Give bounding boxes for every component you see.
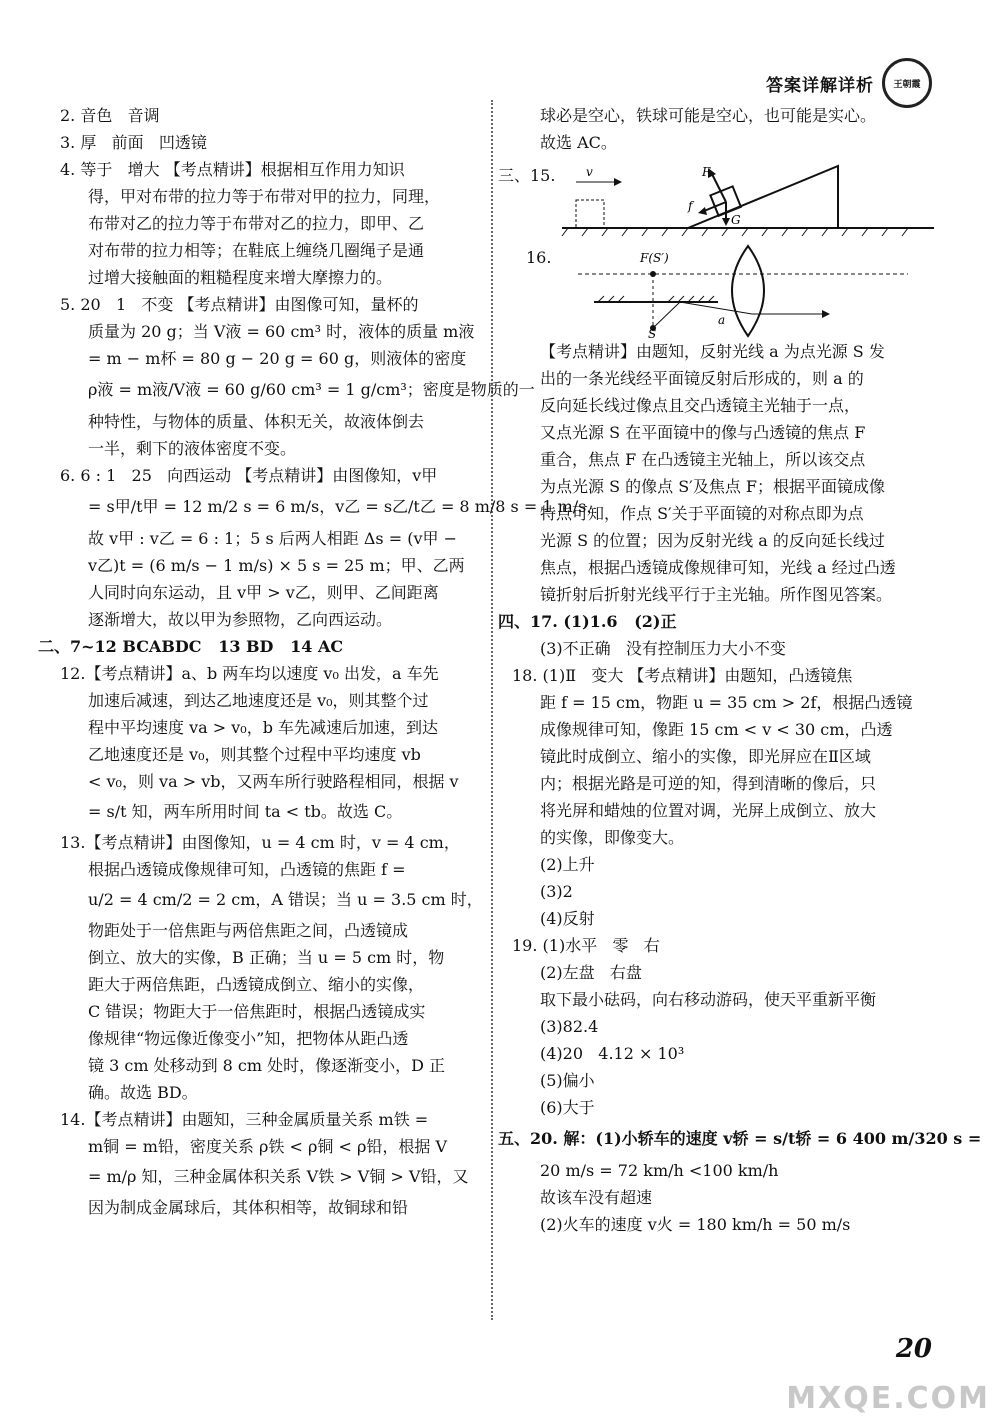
text-line: < v₀，则 va > vb，又两车所行驶路程相同，根据 v [88, 772, 459, 791]
text-line: (4)反射 [540, 909, 595, 928]
text-line: 成像规律可知，像距 15 cm < v < 30 cm，凸透 [540, 720, 893, 739]
page-number: 20 [895, 1334, 932, 1364]
text-line: 镜 3 cm 处移动到 8 cm 处时，像逐渐变小，D 正 [88, 1056, 446, 1075]
header-title: 答案详解详析 [766, 75, 874, 96]
text-line: 19. (1)水平 零 右 [512, 936, 660, 955]
text-line: 五、20. 解：(1)小轿车的速度 v轿 = s/t轿 = 6 400 m/320 s = [498, 1129, 982, 1148]
text-line: (2)左盘 右盘 [540, 963, 642, 982]
text-line: ρ液 = m液/V液 = 60 g/60 cm³ = 1 g/cm³；密度是物质的一 [88, 380, 535, 399]
text-line: = s甲/t甲 = 12 m/2 s = 6 m/s，v乙 = s乙/t乙 = 8 m/8 s = 1 m/s， [88, 497, 603, 516]
text-line: = m/ρ 知，三种金属体积关系 V铁 > V铜 > V铅，又 [88, 1167, 469, 1186]
figure-15-incline [558, 162, 938, 242]
text-line: 光源 S 的位置；因为反射光线 a 的反向延长线过 [540, 531, 885, 550]
page-header [766, 58, 932, 108]
text-line: 二、7~12 BCABDC 13 BD 14 AC [38, 637, 344, 656]
text-line: m铜 = m铅，密度关系 ρ铁 < ρ铜 < ρ铅，根据 V [88, 1137, 448, 1156]
watermark: MXQE.COM [786, 1381, 990, 1416]
label-G: G [731, 213, 741, 227]
text-line: 物距处于一倍焦距与两倍焦距之间，凸透镜成 [88, 921, 409, 940]
text-line: 取下最小砝码，向右移动游码，使天平重新平衡 [540, 990, 877, 1009]
text-line: 故选 AC。 [540, 133, 617, 152]
text-line: 根据凸透镜成像规律可知，凸透镜的焦距 f = [88, 860, 406, 879]
label-f: f [688, 199, 693, 213]
text-line: C 错误；物距大于一倍焦距时，根据凸透镜成实 [88, 1002, 426, 1021]
text-line: 镜折射后折射光线平行于主光轴。所作图见答案。 [540, 585, 893, 604]
label-FS: F(S′) [640, 251, 669, 265]
text-line: 出的一条光线经平面镜反射后形成的，则 a 的 [540, 369, 864, 388]
text-line: (2)火车的速度 v火 = 180 km/h = 50 m/s [540, 1215, 851, 1234]
text-line: 【考点精讲】由题知，反射光线 a 为点光源 S 发 [540, 342, 885, 361]
question-label: 三、15. [498, 166, 556, 185]
text-line: 对布带的拉力相等；在鞋底上缠绕几圈绳子是通 [88, 241, 425, 260]
text-line: 距 f = 15 cm，物距 u = 35 cm > 2f，根据凸透镜 [540, 693, 913, 712]
text-line: 程中平均速度 va > v₀，b 车先减速后加速，到达 [88, 718, 439, 737]
text-line: 2. 音色 音调 [60, 106, 160, 125]
text-line: 3. 厚 前面 凹透镜 [60, 133, 207, 152]
text-line: 重合，焦点 F 在凸透镜主光轴上，所以该交点 [540, 450, 866, 469]
text-line: 距大于两倍焦距，凸透镜成倒立、缩小的实像， [88, 975, 425, 994]
text-line: 球必是空心，铁球可能是空心，也可能是实心。 [540, 106, 877, 125]
text-line: 故 v甲 : v乙 = 6 : 1；5 s 后两人相距 Δs = (v甲 − [88, 529, 457, 548]
text-line: 反向延长线过像点且交凸透镜主光轴于一点， [540, 396, 861, 415]
text-line: 过增大接触面的粗糙程度来增大摩擦力的。 [88, 268, 393, 287]
text-line: 20 m/s = 72 km/h <100 km/h [540, 1161, 779, 1180]
text-line: 质量为 20 g；当 V液 = 60 cm³ 时，液体的质量 m液 [88, 322, 475, 341]
text-line: 焦点，根据凸透镜成像规律可知，光线 a 经过凸透 [540, 558, 896, 577]
text-line: 乙地速度还是 v₀，则其整个过程中平均速度 vb [88, 745, 421, 764]
text-line: 四、17. (1)1.6 (2)正 [498, 612, 677, 631]
text-line: (3)不正确 没有控制压力大小不变 [540, 639, 786, 658]
label-F: F [702, 165, 711, 179]
text-line: (6)大于 [540, 1098, 595, 1117]
text-line: (2)上升 [540, 855, 595, 874]
text-line: 6. 6 : 1 25 向西运动 【考点精讲】由图像知，v甲 [60, 466, 438, 485]
text-line: 将光屏和蜡烛的位置对调，光屏上成倒立、放大 [540, 801, 877, 820]
text-line: 内；根据光路是可逆的知，得到清晰的像后，只 [540, 774, 877, 793]
text-line: 确。故选 BD。 [88, 1083, 198, 1102]
text-line: 逐渐增大，故以甲为参照物，乙向西运动。 [88, 610, 393, 629]
text-line: (3)2 [540, 882, 573, 901]
label-S: S [648, 327, 657, 338]
text-line: (3)82.4 [540, 1017, 599, 1036]
text-line: u/2 = 4 cm/2 = 2 cm，A 错误；当 u = 3.5 cm 时， [88, 890, 483, 909]
text-line: = s/t 知，两车所用时间 ta < tb。故选 C。 [88, 802, 403, 821]
text-line: 像规律“物远像近像变小”知，把物体从距凸透 [88, 1029, 409, 1048]
text-line: 故该车没有超速 [540, 1188, 653, 1207]
text-line: 的实像，即像变大。 [540, 828, 685, 847]
label-a: a [718, 313, 726, 327]
text-line: v乙)t = (6 m/s − 1 m/s) × 5 s = 25 m；甲、乙两 [88, 556, 465, 575]
text-line: 又点光源 S 在平面镜中的像与凸透镜的焦点 F [540, 423, 866, 442]
text-line: (4)20 4.12 × 10³ [540, 1044, 685, 1063]
text-line: 特点可知，作点 S′关于平面镜的对称点即为点 [540, 504, 864, 523]
text-line: 得，甲对布带的拉力等于布带对甲的拉力，同理， [88, 187, 441, 206]
text-line: 14.【考点精讲】由题知，三种金属质量关系 m铁 = [60, 1110, 429, 1129]
figure-16-lens [558, 244, 918, 338]
text-line: 13.【考点精讲】由图像知，u = 4 cm 时，v = 4 cm， [60, 833, 460, 852]
text-line: 5. 20 1 不变 【考点精讲】由图像可知，量杯的 [60, 295, 419, 314]
text-line: 种特性，与物体的质量、体积无关，故液体倒去 [88, 412, 425, 431]
text-line: 一半，剩下的液体密度不变。 [88, 439, 297, 458]
text-line: 因为制成金属球后，其体积相等，故铜球和铅 [88, 1198, 409, 1217]
logo-text: 王朝霞 [893, 79, 921, 90]
text-line: 12.【考点精讲】a、b 两车均以速度 v₀ 出发，a 车先 [60, 664, 439, 683]
text-line: 倒立、放大的实像，B 正确；当 u = 5 cm 时，物 [88, 948, 445, 967]
question-label: 16. [526, 248, 552, 267]
text-line: 加速后减速，到达乙地速度还是 v₀，则其整个过 [88, 691, 429, 710]
text-line: (5)偏小 [540, 1071, 595, 1090]
right-column [498, 102, 982, 1238]
label-v: v [586, 165, 593, 179]
text-line: 人同时向东运动，且 v甲 > v乙，则甲、乙间距离 [88, 583, 439, 602]
text-line: 18. (1)Ⅱ 变大 【考点精讲】由题知，凸透镜焦 [512, 666, 853, 685]
logo-icon [882, 58, 932, 108]
text-line: 4. 等于 增大 【考点精讲】根据相互作用力知识 [60, 160, 405, 179]
column-divider [491, 100, 493, 1320]
text-line: = m − m杯 = 80 g − 20 g = 60 g，则液体的密度 [88, 349, 467, 368]
text-line: 布带对乙的拉力等于布带对乙的拉力，即甲、乙 [88, 214, 425, 233]
text-line: 镜此时成倒立、缩小的实像，即光屏应在Ⅱ区域 [540, 747, 871, 766]
text-line: 为点光源 S 的像点 S′及焦点 F；根据平面镜成像 [540, 477, 886, 496]
